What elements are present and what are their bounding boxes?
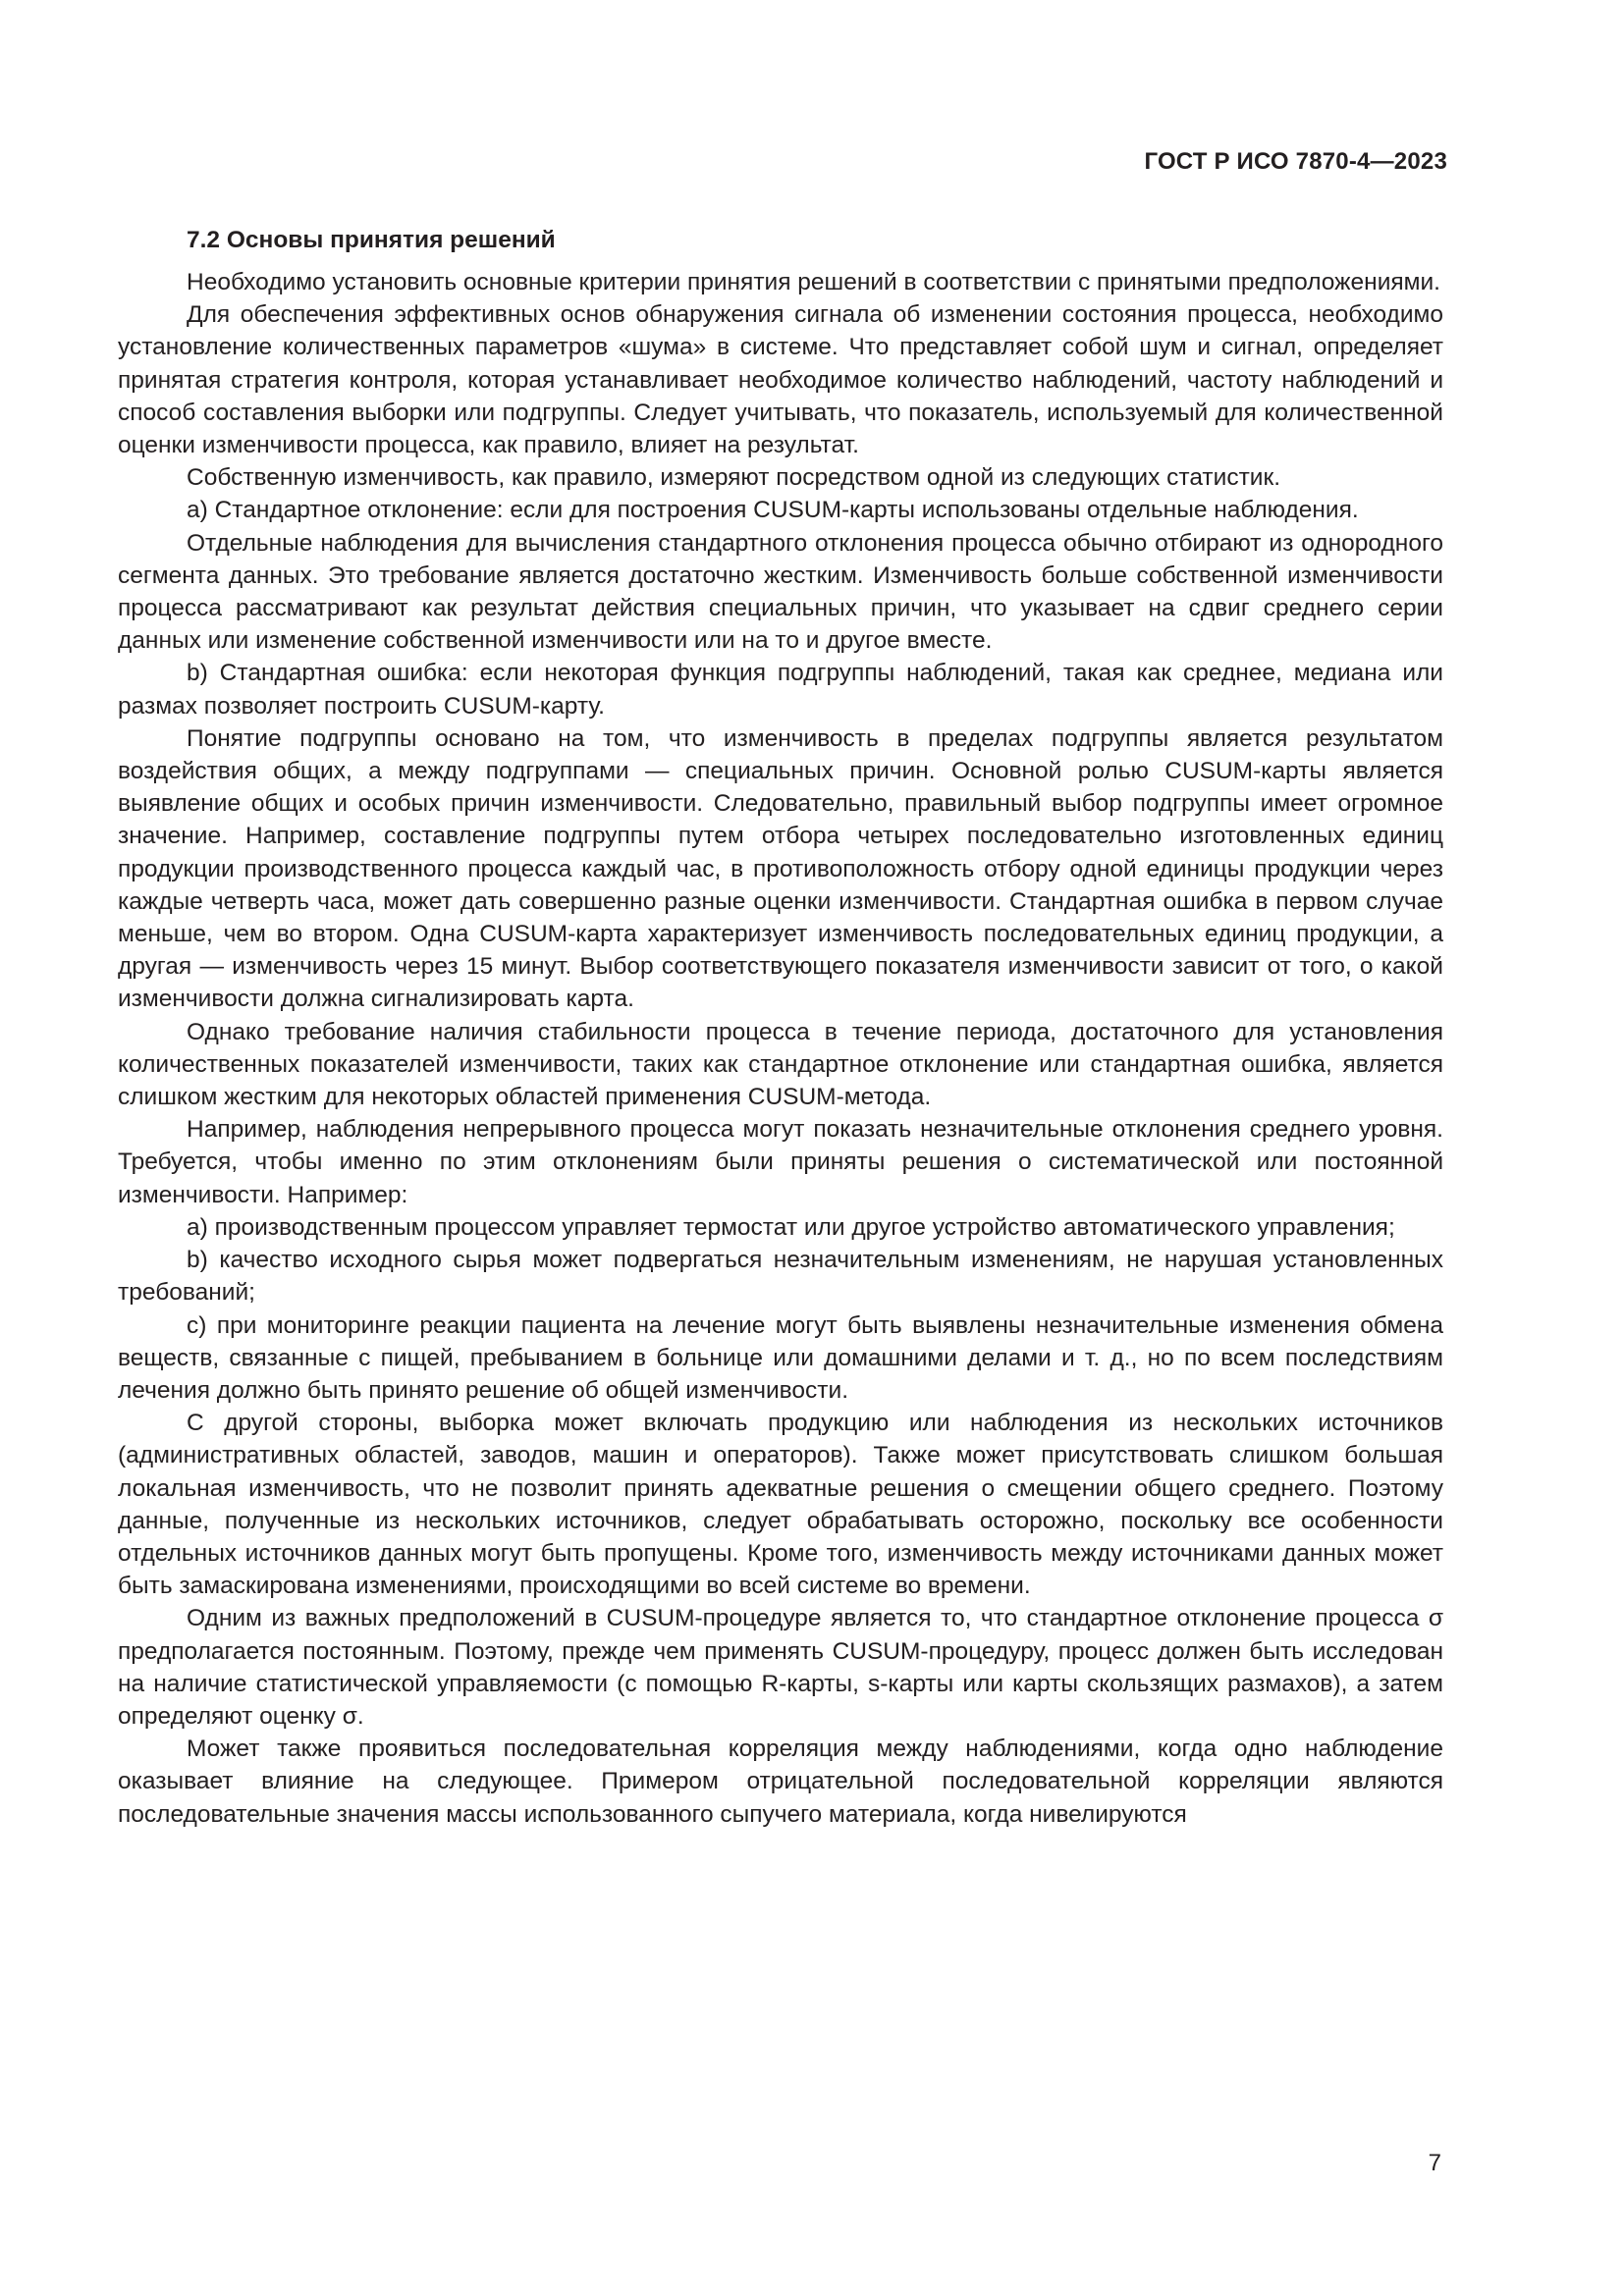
paragraph: Необходимо установить основные критерии принятия решений в соответствии с принятыми предположениями. bbox=[187, 269, 1440, 295]
paragraph: Однако требование наличия стабильности процесса в течение периода, достаточного для установления количественных показателей изменчивости, таких как стандартное отклонение или стандартная ошибка, является слишком жестким для некоторых областей применения CUSUM-метода. bbox=[118, 1018, 1443, 1111]
list-item-a: a) производственным процессом управляет термостат или другое устройство автоматического управления; bbox=[187, 1213, 1395, 1241]
paragraph: Может также проявиться последовательная корреляция между наблюдениями, когда одно наблюдение оказывает влияние на следующее. Примером отрицательной последовательной корреляции являются последовательные значения массы использованного сыпучего материала, когда нивелируются bbox=[118, 1735, 1443, 1828]
paragraph: Для обеспечения эффективных основ обнаружения сигнала об изменении состояния процесса, необходимо установление количественных параметров «шума» в системе. Что представляет собой шум и сигнал, определяет принятая стратегия контроля, которая устанавливает необходимое количество наблюдений, частоту наблюдений и способ составления выборки или подгруппы. Следует учитывать, что показатель, используемый для количественной оценки изменчивости процесса, как правило, влияет на результат. bbox=[118, 301, 1443, 459]
list-item-c: c) при мониторинге реакции пациента на лечение могут быть выявлены незначительные изменения обмена веществ, связанные с пищей, пребыванием в больнице или домашними делами и т. д., но по всем последствиям лечения должно быть принято решение об общей изменчивости. bbox=[118, 1311, 1443, 1404]
list-item-b: b) Стандартная ошибка: если некоторая функция подгруппы наблюдений, такая как среднее, медиана или размах позволяет построить CUSUM-карту. bbox=[118, 660, 1443, 720]
paragraph: Одним из важных предположений в CUSUM-процедуре является то, что стандартное отклонение процесса σ предполагается постоянным. Поэтому, прежде чем применять CUSUM-процедуру, процесс должен быть исследован на наличие статистической управляемости (с помощью R-карты, s-карты или карты скользящих размахов), а затем определяют оценку σ. bbox=[118, 1605, 1443, 1730]
paragraph: С другой стороны, выборка может включать продукцию или наблюдения из нескольких источников (административных областей, заводов, машин и операторов). Также может присутствовать слишком большая локальная изменчивость, что не позволит принять адекватные решения о смещении общего среднего. Поэтому данные, полученные из нескольких источников, следует обрабатывать осторожно, поскольку все особенности отдельных источников данных могут быть пропущены. Кроме того, изменчивость между источниками данных может быть замаскирована изменениями, происходящими во всей системе во времени. bbox=[118, 1410, 1443, 1600]
paragraph: Собственную изменчивость, как правило, измеряют посредством одной из следующих статистик. bbox=[187, 464, 1281, 492]
paragraph: Отдельные наблюдения для вычисления стандартного отклонения процесса обычно отбирают из однородного сегмента данных. Это требование является достаточно жестким. Изменчивость больше собственной изменчивости процесса рассматривают как результат действия специальных причин, что указывает на сдвиг среднего серии данных или изменение собственной изменчивости или на то и другое вместе. bbox=[118, 529, 1443, 655]
document-header: ГОСТ Р ИСО 7870-4—2023 bbox=[1144, 148, 1447, 175]
paragraph: Понятие подгруппы основано на том, что изменчивость в пределах подгруппы является результатом воздействия общих, а между подгруппами — специальных причин. Основной ролью CUSUM-карты является выявление общих и особых причин изменчивости. Следовательно, правильный выбор подгруппы имеет огромное значение. Например, составление подгруппы путем отбора четырех последовательно изготовленных единиц продукции производственного процесса каждый час, в противоположность отбору одной единицы продукции через каждые четверть часа, может дать совершенно разные оценки изменчивости. Стандартная ошибка в первом случае меньше, чем во втором. Одна CUSUM-карта характеризует изменчивость последовательных единиц продукции, а другая — изменчивость через 15 минут. Выбор соответствующего показателя изменчивости зависит от того, о какой изменчивости должна сигнализировать карта. bbox=[118, 724, 1443, 1013]
list-item-a: a) Стандартное отклонение: если для построения CUSUM-карты использованы отдельные наблюдения. bbox=[187, 497, 1359, 524]
section-title: 7.2 Основы принятия решений bbox=[187, 227, 556, 253]
page-body bbox=[118, 224, 1443, 1831]
page-number: 7 bbox=[1428, 2150, 1441, 2176]
paragraph: Например, наблюдения непрерывного процесса могут показать незначительные отклонения среднего уровня. Требуется, чтобы именно по этим отклонениям были приняты решения о систематической или постоянной изменчивости. Например: bbox=[118, 1116, 1443, 1208]
list-item-b: b) качество исходного сырья может подвергаться незначительным изменениям, не нарушая установленных требований; bbox=[118, 1247, 1443, 1307]
